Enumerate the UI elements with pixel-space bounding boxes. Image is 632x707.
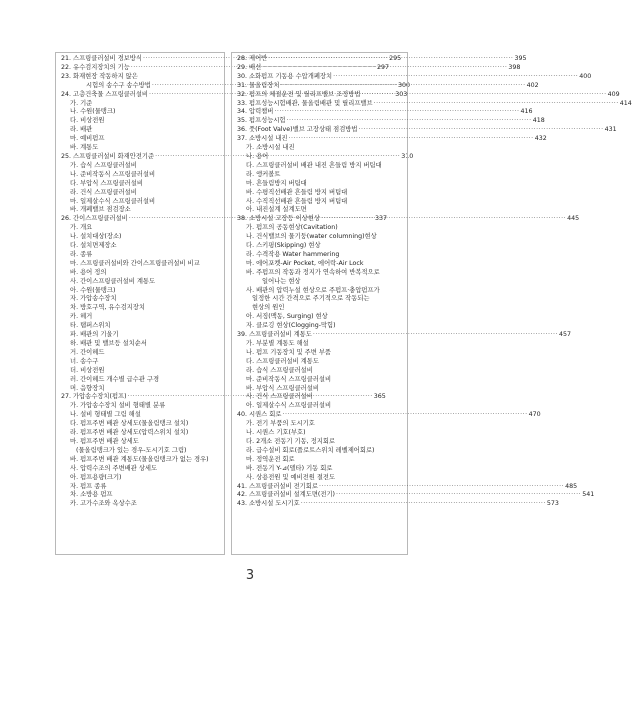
toc-entry-title: 24. 고층건축물 스프링클러설비 — [61, 90, 149, 98]
toc-sub-entry[interactable] — [61, 340, 219, 349]
toc-page-number: 310 — [401, 152, 414, 160]
toc-sub-entry[interactable] — [61, 260, 219, 269]
toc-page-number: 431 — [604, 126, 617, 134]
toc-entry-title: 라. 배관 — [70, 126, 93, 134]
toc-entry-title: 파. 배관의 기울기 — [70, 331, 119, 339]
toc-entry-title: 라. 급수설비 회로(플로트스위치 레벨제어회로) — [246, 446, 375, 454]
toc-entry-title: 나. 설비 형태별 그림 해설 — [70, 411, 141, 419]
toc-sub-entry[interactable] — [237, 429, 402, 438]
toc-page-number: 400 — [579, 72, 592, 80]
toc-entry-title: 나. 펌프 기동장치 및 주변 부품 — [246, 348, 332, 356]
toc-entry-title: 사. 간이스프링클러설비 계통도 — [70, 277, 156, 285]
toc-chapter-entry[interactable] — [237, 411, 541, 420]
toc-entry-title: 가. 부분별 계통도 해설 — [246, 340, 309, 347]
toc-sub-entry[interactable] — [237, 447, 402, 456]
toc-sub-entry[interactable] — [237, 206, 402, 215]
toc-sub-entry[interactable] — [61, 117, 219, 126]
toc-chapter-entry[interactable] — [237, 135, 547, 144]
toc-chapter-entry[interactable] — [237, 108, 533, 117]
toc-sub-entry[interactable] — [237, 189, 402, 198]
toc-entry-title: 다. 스키핑(Skipping) 현상 — [246, 242, 321, 250]
toc-page-number: 409 — [607, 90, 620, 98]
toc-page-number: 432 — [534, 135, 547, 143]
toc-entry-title: 머. 음향장치 — [70, 384, 105, 392]
toc-entry-title: 21. 스프링클러설비 경보방식 — [61, 55, 142, 62]
toc-entry-title: 자. 펌프 종류 — [70, 482, 107, 490]
toc-entry-title: 다. 설치면제장소 — [70, 242, 117, 250]
toc-entry-title: 사. 배관의 압력누설 현상으로 주펌프·충압펌프가 — [246, 286, 380, 294]
toc-entry-title: 41. 스프링클러설비 전기회로 — [237, 482, 318, 490]
toc-chapter-entry[interactable] — [61, 73, 219, 82]
toc-sub-entry[interactable] — [237, 180, 402, 189]
toc-chapter-entry[interactable] — [237, 55, 527, 64]
toc-entry-title: 라. 앵커볼트 — [246, 170, 281, 178]
toc-entry-title: 마. 펌프주변 배관 상세도 — [70, 437, 139, 445]
toc-sub-entry[interactable] — [237, 278, 402, 287]
toc-entry-title: (물올림탱크가 있는 경우-도시기호 그림) — [76, 446, 187, 454]
toc-entry-title: 너. 송수구 — [70, 357, 99, 365]
toc-page-number: 395 — [514, 55, 527, 62]
toc-sub-entry[interactable] — [61, 108, 219, 117]
toc-sub-entry[interactable] — [61, 411, 219, 420]
toc-sub-entry[interactable] — [237, 402, 402, 411]
toc-page-number: 303 — [395, 90, 408, 98]
toc-sub-entry[interactable] — [61, 144, 219, 153]
toc-entry-title: 다. 2개소 전동기 기동, 정지회로 — [246, 437, 336, 445]
toc-leader-dots — [358, 126, 603, 135]
toc-entry-title: 더. 비상전원 — [70, 366, 105, 374]
toc-sub-entry[interactable] — [61, 367, 219, 376]
toc-leader-dots — [361, 91, 606, 100]
toc-entry-title: 36. 풋(Foot Valve)밸브 고장상태 점검방법 — [237, 126, 358, 134]
toc-entry-title: 바. 용어 정의 — [70, 268, 107, 276]
toc-page-number: 470 — [528, 411, 541, 419]
toc-page-number: 445 — [567, 215, 580, 223]
toc-entry-title: 마. 에어포켓-Air Pocket, 에어락-Air Lock — [246, 259, 364, 267]
page-number: 3 — [245, 568, 255, 583]
toc-entry-title: 35. 펌프성능시험 — [237, 117, 286, 125]
toc-sub-entry[interactable] — [61, 171, 219, 180]
toc-sub-entry[interactable] — [237, 376, 402, 385]
toc-entry-title: 아. 펌프용량(크기) — [70, 473, 122, 481]
toc-entry-title: 차. 소방용 펌프 — [70, 491, 113, 499]
toc-chapter-entry[interactable] — [237, 117, 545, 126]
toc-entry-title: 자. 가압송수장치 — [70, 295, 117, 303]
toc-chapter-entry[interactable] — [237, 63, 521, 73]
toc-sub-entry[interactable] — [61, 269, 219, 278]
toc-entry-title: 일어나는 현상 — [262, 277, 301, 285]
toc-entry-title: 라. 종류 — [70, 250, 93, 258]
toc-sub-entry[interactable] — [61, 126, 219, 135]
toc-entry-title: 자. 클로깅 현상(Clogging-막힘) — [246, 322, 336, 330]
toc-sub-entry[interactable] — [61, 349, 219, 358]
toc-sub-entry[interactable] — [237, 224, 402, 233]
toc-entry-title: 가. 전기 부품의 도시기호 — [246, 420, 315, 428]
toc-leader-dots — [313, 331, 558, 340]
toc-sub-entry[interactable] — [61, 322, 219, 331]
toc-entry-title: 가. 가압송수장치 설비 형태별 분류 — [70, 402, 166, 410]
toc-page-number: 457 — [559, 331, 572, 339]
toc-entry-title: 다. 비상전원 — [70, 117, 105, 125]
toc-sub-entry[interactable] — [237, 367, 402, 376]
toc-sub-entry[interactable] — [237, 153, 402, 162]
toc-page-number: 365 — [373, 393, 386, 401]
toc-sub-entry[interactable] — [61, 447, 219, 456]
toc-sub-entry[interactable] — [237, 358, 402, 367]
toc-sub-entry[interactable] — [237, 304, 402, 313]
toc-sub-entry[interactable] — [61, 456, 219, 465]
toc-leader-dots — [268, 55, 513, 64]
toc-entry-title: 34. 압력챔버 — [237, 108, 274, 116]
toc-entry-title: 31. 물올림장치 — [237, 81, 280, 89]
toc-entry-title: 가. 펌프의 공동현상(Cavitation) — [246, 224, 338, 232]
toc-sub-entry[interactable] — [237, 465, 402, 474]
toc-sub-entry[interactable] — [61, 313, 219, 322]
toc-entry-title: 가. 기준 — [70, 99, 93, 107]
toc-page-number: 402 — [526, 81, 539, 89]
toc-entry-title: 다. 부압식 스프링클러설비 — [70, 179, 143, 187]
toc-sub-entry[interactable] — [61, 162, 219, 171]
toc-entry-title: 마. 일제살수식 스프링클러설비 — [70, 197, 156, 205]
toc-entry-title: 42. 스프링클러설비 설계도면(전기) — [237, 491, 336, 499]
toc-page-number: 416 — [520, 108, 533, 116]
toc-entry-title: 마. 준비작동식 스프링클러설비 — [246, 375, 332, 383]
toc-entry-title: 바. 수평직선배관 흔들림 방지 버팀대 — [246, 188, 348, 196]
toc-entry-title: 가. 소방시설 내진 — [246, 144, 295, 152]
toc-entry-title: 차. 방호구역, 유수검지장치 — [70, 304, 145, 312]
toc-sub-entry[interactable] — [61, 500, 219, 509]
toc-entry-title: 거. 간이헤드 — [70, 348, 105, 356]
toc-entry-title: 마. 예비펌프 — [70, 135, 105, 143]
toc-entry-title: 나. 시퀀스 기호(부호) — [246, 429, 306, 437]
toc-entry-title: 바. 계통도 — [70, 144, 99, 152]
toc-page-number: 300 — [398, 81, 411, 89]
toc-sub-entry[interactable] — [61, 135, 219, 144]
toc-entry-title: 카. 헤거 — [70, 313, 93, 321]
toc-entry-title: 바. 주펌프의 작동과 정지가 연속하여 반복적으로 — [246, 268, 380, 276]
toc-entry-title: 마. 흔들림방지 버팀대 — [246, 179, 307, 187]
toc-page-number: 541 — [582, 491, 595, 499]
toc-sub-entry[interactable] — [237, 251, 402, 260]
toc-leader-dots — [301, 500, 546, 509]
toc-sub-entry[interactable] — [237, 420, 402, 429]
toc-entry-title: 가. 습식 스프링클러설비 — [70, 161, 137, 169]
toc-leader-dots — [289, 135, 534, 144]
toc-entry-title: 일정한 시간 간격으로 주기적으로 작동되는 — [252, 295, 370, 303]
toc-sub-entry[interactable] — [61, 331, 219, 340]
toc-entry-title: 사. 압력수조의 주변배관 상세도 — [70, 464, 158, 472]
toc-sub-entry[interactable] — [237, 349, 402, 358]
toc-entry-title: 23. 화재현장 작동하지 않은 — [61, 72, 138, 80]
toc-entry-title: 40. 시퀀스 회로 — [237, 411, 282, 419]
toc-sub-entry[interactable] — [61, 438, 219, 447]
toc-page-number: 418 — [532, 117, 545, 125]
toc-right-column — [231, 52, 632, 555]
toc-entry-title: 라. 펌프주변 배관 상세도(압력스위치 설치) — [70, 429, 189, 437]
toc-sub-entry[interactable] — [61, 251, 219, 260]
toc-sub-entry[interactable] — [237, 474, 402, 483]
toc-sub-entry[interactable] — [61, 180, 219, 189]
toc-leader-dots — [282, 411, 527, 420]
toc-entry-title: 카. 고가수조와 옥상수조 — [70, 500, 137, 508]
toc-entry-title: 현상의 원인 — [252, 304, 285, 312]
toc-chapter-entry[interactable] — [237, 500, 559, 509]
toc-entry-title: 아. 수원(물탱크) — [70, 286, 116, 294]
toc-sub-entry[interactable] — [61, 358, 219, 367]
toc-page-number: 337 — [374, 215, 387, 223]
toc-entry-title: 나. 건식밸브의 물기둥(water columning)현상 — [246, 233, 377, 241]
toc-sub-entry[interactable] — [237, 171, 402, 180]
toc-sub-entry[interactable] — [61, 429, 219, 438]
toc-entry-title: 37. 소방시설 내진 — [237, 135, 288, 143]
toc-sub-entry[interactable] — [237, 242, 402, 251]
toc-sub-entry[interactable] — [61, 224, 219, 233]
toc-leader-dots — [287, 117, 532, 126]
toc-sub-entry[interactable] — [61, 206, 219, 215]
toc-entry-title: 다. 스프링클러설비 계통도 — [246, 357, 319, 365]
toc-sub-entry[interactable] — [237, 260, 402, 269]
toc-chapter-entry[interactable] — [237, 491, 595, 500]
toc-sub-entry[interactable] — [61, 465, 219, 474]
toc-entry-title: 나. 수원(물탱크) — [70, 108, 116, 116]
toc-entry-title: 다. 펌프주변 배관 상세도(물올림탱크 설치) — [70, 420, 189, 428]
toc-entry-title: 라. 수격작용 Water hammering — [246, 250, 340, 258]
toc-leader-dots — [336, 491, 581, 500]
toc-sub-entry[interactable] — [61, 242, 219, 251]
toc-entry-title: 다. 스프링클러설비 배관 내진 흔들림 방지 버팀대 — [246, 161, 382, 169]
toc-entry-title: 38. 소방시설 고장등 이상현상 — [237, 215, 320, 223]
toc-entry-title: 바. 전동기 Y-⊿(델타) 기동 회로 — [246, 464, 333, 472]
toc-entry-title: 32. 펌프의 체절운전 및 릴리프밸브 조정방법 — [237, 90, 361, 98]
toc-entry-title: 가. 개요 — [70, 224, 93, 232]
toc-entry-title: 나. 용어 — [246, 152, 269, 160]
toc-leader-dots — [274, 108, 519, 117]
toc-entry-title: 30. 소화펌프 기동용 수압개폐장치 — [237, 72, 333, 80]
toc-leader-dots — [262, 64, 507, 73]
toc-chapter-entry[interactable] — [237, 126, 617, 135]
toc-sub-entry[interactable] — [61, 304, 219, 313]
toc-entry-title: 마. 정역운전 회로 — [246, 455, 295, 463]
toc-entry-title: 39. 스프링클러설비 계통도 — [237, 331, 312, 339]
toc-chapter-entry[interactable] — [237, 72, 592, 82]
toc-page-number: 297 — [376, 63, 389, 71]
toc-entry-title: 러. 간이헤드 개수별 급수관 구경 — [70, 375, 160, 383]
toc-sub-entry[interactable] — [237, 438, 402, 447]
toc-entry-title: 사. 상용전원 및 예비전원 절전도 — [246, 473, 336, 481]
toc-sub-entry[interactable] — [237, 456, 402, 465]
toc-page-number: 485 — [565, 482, 578, 490]
toc-entry-title: 바. 부압식 스프링클러설비 — [246, 384, 319, 392]
toc-sub-entry[interactable] — [61, 402, 219, 411]
toc-entry-title: 바. 펌프주변 배관 계통도(물올림탱크가 없는 경우) — [70, 455, 209, 463]
toc-sub-entry[interactable] — [237, 340, 402, 349]
toc-sub-entry[interactable] — [61, 278, 219, 287]
toc-entry-title: 아. 서징(맥동, Surging) 현상 — [246, 313, 328, 321]
toc-entry-title: 사. 건식 스프링클러설비 — [246, 393, 313, 401]
toc-sub-entry[interactable] — [61, 420, 219, 429]
toc-entry-title: 25. 스프링클러설비 화재안전기준 — [61, 152, 155, 160]
toc-sub-entry[interactable] — [237, 393, 402, 402]
toc-entry-title: 29. 배선 — [237, 63, 262, 71]
toc-sub-entry[interactable] — [61, 189, 219, 198]
toc-page-number: 573 — [546, 500, 559, 508]
toc-leader-dots — [319, 483, 564, 492]
toc-sub-entry[interactable] — [237, 269, 402, 278]
toc-page-number: 295 — [389, 55, 402, 62]
toc-entry-title: 나. 설치대상(장소) — [70, 233, 122, 241]
toc-entry-title: 27. 가압송수장치(펌프) — [61, 393, 127, 401]
toc-entry-title: 43. 소방시설 도시기호 — [237, 500, 300, 508]
toc-entry-title: 바. 개폐밸브 점검장소 — [70, 206, 131, 214]
toc-entry-title: 아. 내진설계 설계도면 — [246, 206, 307, 214]
toc-chapter-entry[interactable] — [237, 331, 572, 340]
toc-entry-title: 하. 배관 및 밸브등 설치순서 — [70, 340, 147, 347]
toc-entry-title: 시험의 송수구 송수방법 — [86, 81, 151, 89]
toc-entry-title: 라. 습식 스프링클러설비 — [246, 366, 313, 374]
toc-sub-entry[interactable] — [237, 313, 402, 322]
toc-sub-entry[interactable] — [61, 233, 219, 242]
toc-entry-title: 나. 준비작동식 스프링클러설비 — [70, 170, 156, 178]
toc-sub-entry[interactable] — [237, 322, 402, 331]
toc-entry-title: 26. 간이스프링클러설비 — [61, 215, 128, 223]
toc-entry-title: 타. 탬퍼스위치 — [70, 322, 111, 330]
toc-entry-title: 마. 스프링클러설비와 간이스프링클러설비 비교 — [70, 259, 200, 267]
toc-sub-entry[interactable] — [61, 491, 219, 500]
toc-leader-dots — [333, 73, 578, 82]
toc-entry-title: 22. 유수검지장치의 기능 — [61, 63, 130, 71]
toc-leader-dots — [280, 82, 525, 91]
toc-entry-title: 라. 건식 스프링클러설비 — [70, 188, 137, 196]
toc-sub-entry[interactable] — [237, 144, 402, 153]
toc-page-number: 398 — [508, 63, 521, 71]
toc-sub-entry[interactable] — [61, 474, 219, 483]
toc-entry-title: 사. 수직직선배관 흔들림 방지 버팀대 — [246, 197, 348, 205]
toc-sub-entry[interactable] — [237, 233, 402, 242]
toc-entry-title: 28. 제어반 — [237, 55, 268, 62]
toc-chapter-entry[interactable] — [237, 215, 580, 224]
toc-page-number: 414 — [619, 99, 632, 107]
toc-sub-entry[interactable] — [61, 376, 219, 385]
toc-leader-dots — [321, 215, 566, 224]
toc-sub-entry[interactable] — [237, 162, 402, 171]
toc-entry-title: 아. 일제살수식 스프링클러설비 — [246, 402, 332, 410]
toc-leader-dots — [374, 100, 619, 109]
toc-entry-title: 33. 펌프성능시험배관, 물올림배관 및 릴리프밸브 — [237, 99, 373, 107]
